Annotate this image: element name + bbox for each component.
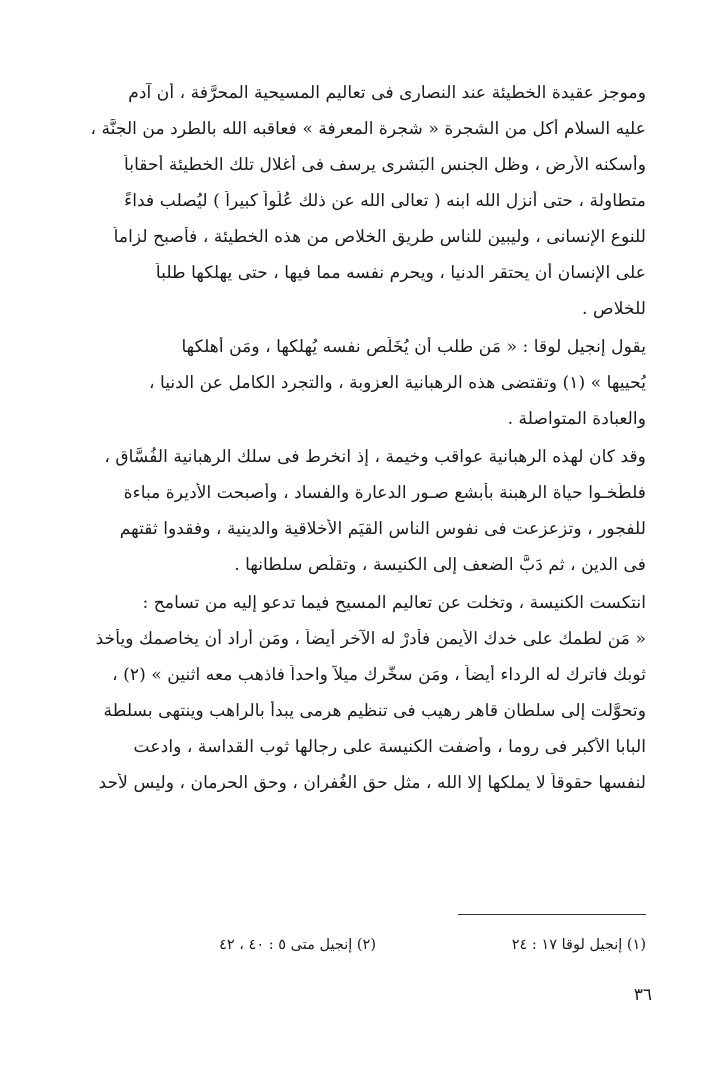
text-line: وتحوَّلت إلى سلطان قاهر رهيب فى تنظيم هرمى يبدأ بالراهب وينتهى بسلطة	[103, 701, 646, 721]
text-line: فى الدين ، ثم دَبَّ الضعف إلى الكنيسة ، وتقلَّص سلطانها .	[234, 555, 646, 575]
text-line: يُحييها » (١) وتقتضى هذه الرهبانية العزوبة ، والتجرد الكامل عن الدنيا ،	[148, 373, 646, 393]
text-line: للفجور ، وتزعزعت فى نفوس الناس القيَم الأخلاقية والدينية ، وفقدوا ثقتهم	[119, 519, 646, 539]
page-number: ٣٦	[633, 985, 652, 1005]
body-text	[84, 83, 646, 794]
paragraph-2	[84, 337, 646, 430]
text-line: فلطَّخـوا حياة الرهبنة بأبشع صـور الدعارة والفساد ، وأصبحت الأديرة مباءة	[123, 483, 646, 503]
footnote-2: (٢) إنجيل متى ٥ : ٤٠ ، ٤٢	[219, 937, 376, 953]
text-line: وأسكنه الأرض ، وظل الجنس البَشرى يرسف فى أغلال تلك الخطيئة أحقاباً	[124, 155, 646, 175]
text-line: عليه السلام أكل من الشجرة « شجرة المعرفة » فعاقبه الله بالطرد من الجنَّة ،	[90, 119, 646, 139]
text-line: لنفسها حقوقاً لا يملكها إلا الله ، مثل حق الغُفران ، وحق الحرمان ، وليس لأحد	[98, 773, 646, 793]
paragraph-1	[84, 83, 646, 320]
text-line: يقول إنجيل لوقا : « مَن طلب أن يُخَلِّص نفسه يُهلكها ، ومَن أهلكها	[181, 337, 646, 357]
footnote-divider	[458, 914, 646, 915]
text-line: وموجز عقيدة الخطيئة عند النصارى فى تعاليم المسيحية المحرَّفة ، أن آدم	[128, 83, 646, 103]
footnotes	[150, 934, 646, 958]
text-line: البابا الأكبر فى روما ، وأضفت الكنيسة على رجالها ثوب القداسة ، وادعت	[133, 737, 646, 757]
footnote-1: (١) إنجيل لوقا ١٧ : ٢٤	[511, 937, 646, 953]
text-line: ثوبك فاترك له الرداء أيضاً ، ومَن سخَّرك ميلاً واحداً فاذهب معه اثنين » (٢) ،	[112, 665, 646, 685]
paragraph-4	[84, 593, 646, 794]
text-line: انتكست الكنيسة ، وتخلت عن تعاليم المسيح فيما تدعو إليه من تسامح :	[142, 593, 646, 613]
text-line: على الإنسان أن يحتقر الدنيا ، ويحرم نفسه مما فيها ، حتى يهلكها طلباً	[155, 263, 646, 283]
text-line: وقد كان لهذه الرهبانية عواقب وخيمة ، إذ انخرط فى سلك الرهبانية الفُسَّاق ،	[104, 447, 646, 467]
text-line: متطاولة ، حتى أنزل الله ابنه ( تعالى الله عن ذلك عُلُواً كبيراً ) ليُصلب فداءً	[124, 191, 646, 211]
text-line: « مَن لطمك على خدك الأيمن فأدرْ له الآخر أيضاً ، ومَن أراد أن يخاصمك ويأخذ	[95, 629, 646, 649]
paragraph-3	[84, 447, 646, 576]
text-line: للنوع الإنسانى ، وليبين للناس طريق الخلاص من هذه الخطيئة ، فأصبح لزاماً	[113, 227, 646, 247]
text-line: للخلاص .	[582, 299, 646, 319]
text-line: والعبادة المتواصلة .	[507, 409, 646, 429]
